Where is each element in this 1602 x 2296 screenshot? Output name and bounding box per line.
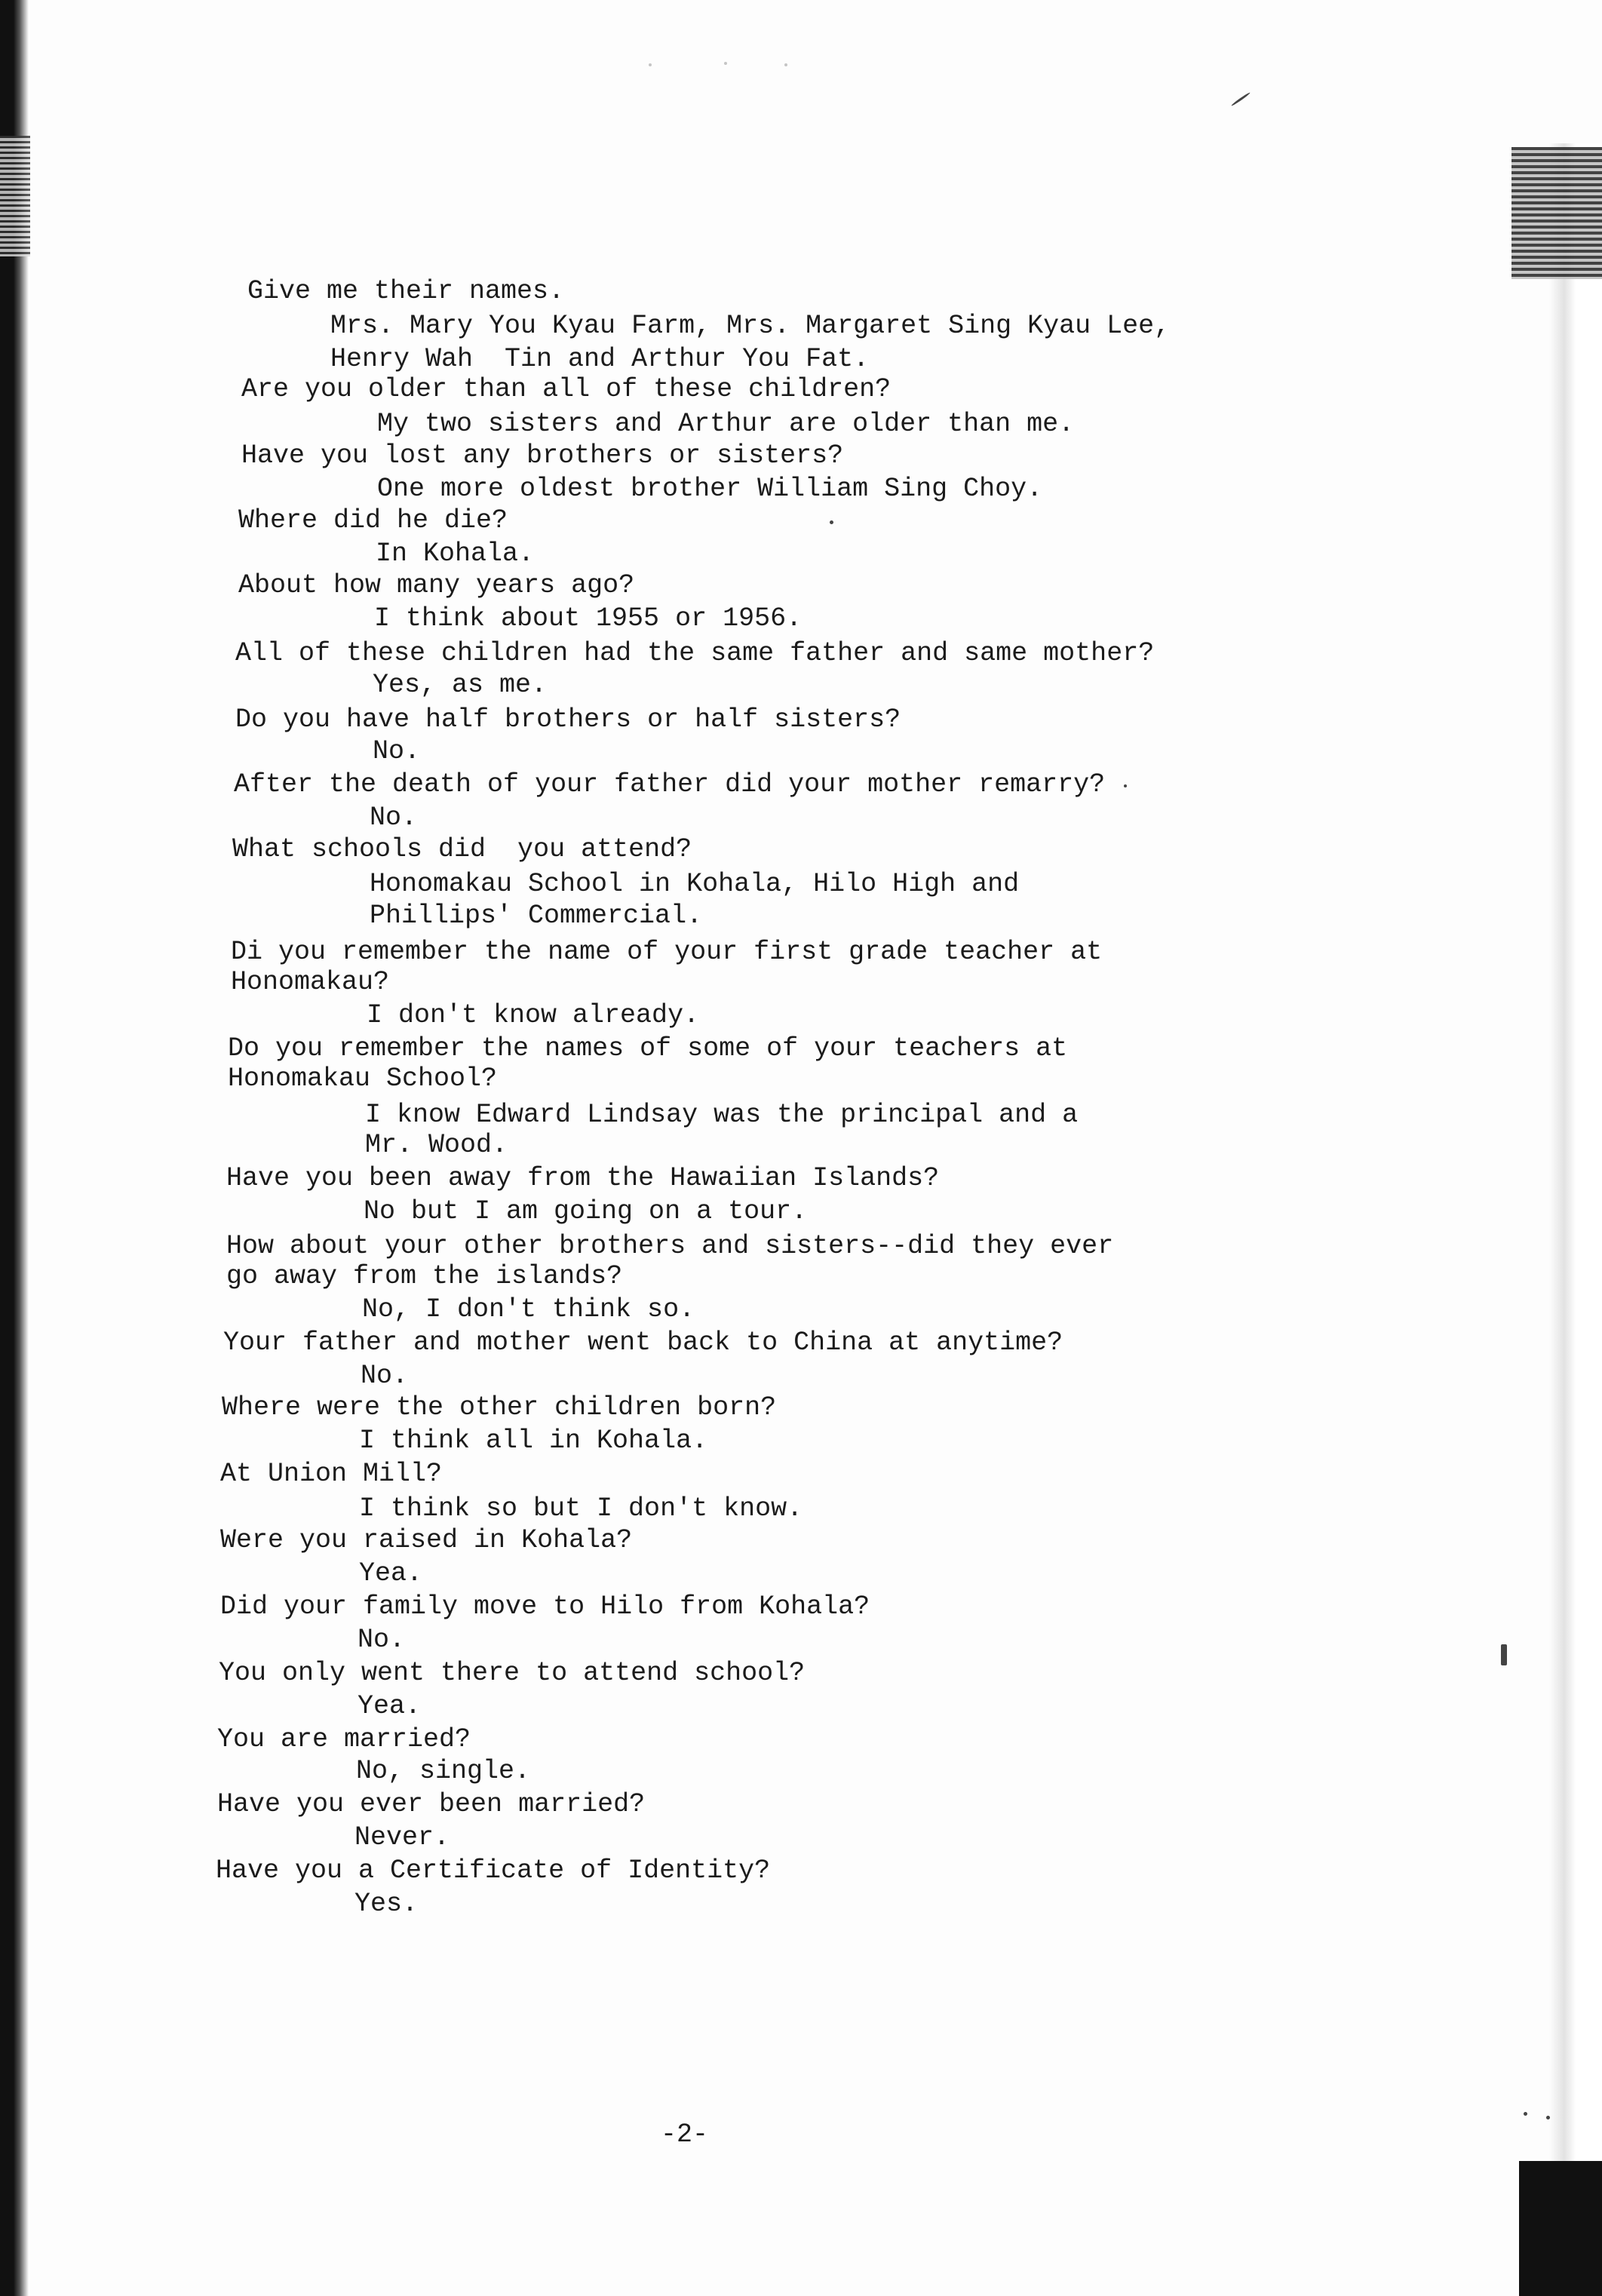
question-line: Did your family move to Hilo from Kohala? [220,1592,870,1622]
page-number: -2- [661,2120,709,2150]
question-line: You only went there to attend school? [219,1658,806,1688]
question-line: Do you have half brothers or half sisters? [235,704,901,735]
question-line: After the death of your father did your mother remarry? [234,769,1106,800]
answer-line: I think about 1955 or 1956. [374,603,803,634]
answer-line: No, I don't think so. [362,1294,695,1324]
answer-line: Mr. Wood. [365,1130,508,1160]
question-line: Have you ever been married? [217,1789,646,1819]
answer-line: I don't know already. [367,1000,700,1030]
answer-line: My two sisters and Arthur are older than me. [377,409,1075,439]
answer-line: Mrs. Mary You Kyau Farm, Mrs. Margaret Sing Kyau Lee, [330,311,1171,341]
question-line: Di you remember the name of your first grade teacher at [231,937,1103,967]
answer-line: I think so but I don't know. [359,1493,803,1524]
question-line: Honomakau? [231,967,390,997]
question-line: Your father and mother went back to China at anytime? [223,1328,1063,1358]
answer-line: Honomakau School in Kohala, Hilo High and [370,869,1020,899]
answer-line: Yes. [354,1889,419,1919]
answer-line: I know Edward Lindsay was the principal and a [365,1100,1079,1130]
question-line: Honomakau School? [228,1064,498,1094]
question-line: About how many years ago? [238,570,635,600]
answer-line: Yea. [358,1691,422,1721]
question-line: Were you raised in Kohala? [220,1525,633,1555]
question-line: Have you a Certificate of Identity? [216,1856,771,1886]
answer-line: In Kohala. [376,539,535,569]
answer-line: I think all in Kohala. [359,1426,708,1456]
answer-line: Never. [354,1822,450,1852]
question-line: go away from the islands? [226,1261,623,1291]
question-line: How about your other brothers and sisters--did they ever [226,1231,1114,1261]
question-line: Where did he die? [238,505,508,536]
question-line: All of these children had the same father and same mother? [235,638,1155,668]
question-line: Where were the other children born? [222,1392,777,1423]
answer-line: No. [358,1625,406,1655]
answer-line: Yes, as me. [373,670,548,700]
answer-line: No. [361,1361,409,1391]
question-line: Give me their names. [247,276,565,306]
question-line: What schools did you attend? [232,834,692,864]
question-line: Have you been away from the Hawaiian Islands? [226,1163,940,1193]
question-line: Are you older than all of these children? [241,374,892,404]
question-line: You are married? [217,1724,471,1754]
question-line: Do you remember the names of some of your teachers at [228,1033,1068,1064]
answer-line: No, single. [356,1756,531,1786]
answer-line: No but I am going on a tour. [364,1196,808,1226]
answer-line: Phillips' Commercial. [370,901,703,931]
question-line: Have you lost any brothers or sisters? [241,440,844,471]
answer-line: No. [373,736,421,766]
answer-line: One more oldest brother William Sing Choy. [377,474,1043,504]
answer-line: Yea. [359,1558,423,1588]
answer-line: No. [370,803,418,833]
answer-line: Henry Wah Tin and Arthur You Fat. [330,344,870,374]
question-line: At Union Mill? [220,1459,443,1489]
